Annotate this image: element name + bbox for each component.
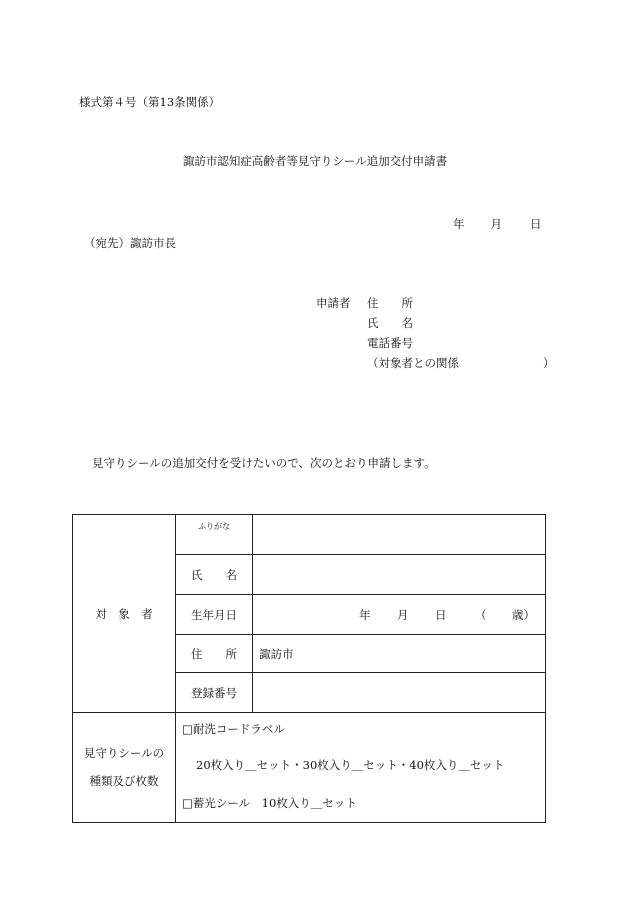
option-luminous-seal[interactable]: □蓄光シール 10枚入り＿セット xyxy=(182,796,357,810)
intro-text: 見守りシールの追加交付を受けたいので、次のとおり申請します。 xyxy=(92,456,436,470)
option-washable-detail: 20枚入り＿セット・30枚入り＿セット・40枚入り＿セット xyxy=(196,758,505,772)
seal-kind-label-1: 見守りシールの xyxy=(83,745,165,760)
seal-options xyxy=(176,713,546,823)
birth-age-label: 歳） xyxy=(512,607,535,622)
applicant-phone-label: 電話番号 xyxy=(367,336,413,350)
document-title: 諏訪市認知症高齢者等見守りシール追加交付申請書 xyxy=(182,154,448,168)
date-year: 年 xyxy=(453,217,465,231)
birth-month-label: 月 xyxy=(397,607,409,622)
applicant-name-label: 氏 名 xyxy=(367,316,413,330)
date-day: 日 xyxy=(530,217,542,231)
birth-age-open: （ xyxy=(475,607,487,622)
birth-day-label: 日 xyxy=(435,607,447,622)
option-washable-label[interactable]: □耐洗コードラベル xyxy=(182,722,285,736)
seal-kind-label-2: 種類及び枚数 xyxy=(89,773,159,788)
address-value: 諏訪市 xyxy=(259,646,294,661)
applicant-relation-label: （対象者との関係 xyxy=(367,356,459,370)
application-table xyxy=(72,514,546,823)
birth-year-label: 年 xyxy=(359,607,371,622)
date-line xyxy=(453,219,542,231)
furigana-label: ふりがな xyxy=(176,515,253,555)
name-field[interactable] xyxy=(253,555,546,595)
addressee: （宛先）諏訪市長 xyxy=(84,236,176,250)
applicant-address-label: 住 所 xyxy=(367,296,413,310)
form-number: 様式第４号（第13条関係） xyxy=(79,95,221,109)
furigana-field[interactable] xyxy=(253,515,546,555)
name-label: 氏 名 xyxy=(176,555,253,595)
subject-header: 対 象 者 xyxy=(73,515,176,713)
address-label: 住 所 xyxy=(176,635,253,673)
applicant-relation-close: ） xyxy=(543,356,555,370)
seal-kind-header xyxy=(73,713,176,823)
address-field[interactable] xyxy=(253,635,546,673)
date-month: 月 xyxy=(490,217,502,231)
applicant-label: 申請者 xyxy=(316,296,351,310)
registration-field[interactable] xyxy=(253,673,546,713)
birth-field[interactable] xyxy=(253,595,546,635)
registration-label: 登録番号 xyxy=(176,673,253,713)
birth-label: 生年月日 xyxy=(176,595,253,635)
